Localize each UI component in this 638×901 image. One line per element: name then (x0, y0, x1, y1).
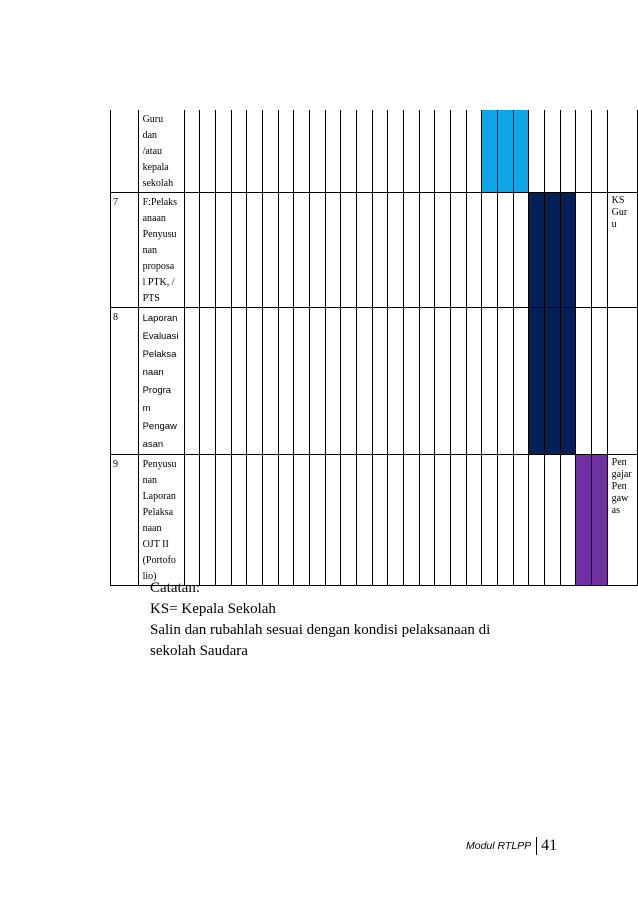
activity-line: Penyusu (142, 459, 177, 470)
keterangan-line: gajar (611, 469, 632, 480)
activity-line: Evaluasi (142, 331, 179, 342)
row-number: 7 (111, 193, 139, 308)
schedule-cell (341, 110, 357, 193)
schedule-cell (215, 193, 231, 308)
schedule-cell (278, 308, 294, 455)
schedule-cell (576, 308, 592, 455)
notes-title: Catatan: (150, 580, 200, 596)
schedule-cell (403, 455, 419, 586)
schedule-cell (450, 193, 466, 308)
activity-line: anaan (142, 213, 166, 224)
schedule-cell (200, 110, 216, 193)
schedule-cell (200, 308, 216, 455)
schedule-cell (231, 110, 247, 193)
notes-instruction: Salin dan rubahlah sesuai dengan kondisi pelaksanaan di sekolah Saudara (150, 622, 491, 659)
page-footer (466, 836, 557, 856)
schedule-cell (419, 308, 435, 455)
schedule-cell (325, 308, 341, 455)
schedule-cell (544, 455, 560, 586)
schedule-cell (215, 110, 231, 193)
schedule-cell (262, 308, 278, 455)
keterangan-cell (607, 193, 637, 308)
module-name: Modul RTLPP (466, 837, 537, 855)
activity-line: (Portofo (142, 555, 176, 566)
schedule-cell (513, 455, 529, 586)
table-row (111, 193, 638, 308)
schedule-cell (231, 308, 247, 455)
schedule-cell (560, 110, 576, 193)
keterangan-line: Pen (611, 481, 627, 492)
schedule-cell (184, 110, 200, 193)
schedule-cell (184, 193, 200, 308)
activity-line: Laporan (142, 491, 176, 502)
schedule-cell (388, 193, 404, 308)
activity-line: Progra (142, 385, 172, 396)
page-number: 41 (541, 837, 558, 854)
schedule-cell (215, 455, 231, 586)
schedule-cell (419, 455, 435, 586)
schedule-cell (529, 110, 545, 193)
schedule-cell (513, 193, 529, 308)
schedule-cell (341, 308, 357, 455)
schedule-cell-filled (482, 110, 498, 193)
schedule-cell (247, 308, 263, 455)
schedule-cell (388, 110, 404, 193)
schedule-cell-filled (544, 193, 560, 308)
keterangan-line: KS (611, 195, 625, 206)
schedule-cell (278, 455, 294, 586)
keterangan-cell (607, 455, 637, 586)
activity-line: nan (142, 475, 158, 486)
schedule-cell (591, 110, 607, 193)
schedule-table (110, 110, 638, 586)
keterangan-line: as (611, 505, 620, 516)
schedule-cell-filled (529, 193, 545, 308)
activity-line: proposa (142, 261, 175, 272)
schedule-cell (403, 308, 419, 455)
activity-line: kepala (142, 162, 169, 173)
schedule-cell (372, 308, 388, 455)
schedule-cell (403, 193, 419, 308)
schedule-cell (294, 193, 310, 308)
activity-line: Pengaw (142, 421, 177, 432)
schedule-cell (309, 110, 325, 193)
schedule-cell (372, 193, 388, 308)
activity-line: naan (142, 523, 162, 534)
schedule-cell (482, 455, 498, 586)
schedule-cell (419, 193, 435, 308)
activity-line: dan (142, 130, 158, 141)
schedule-cell (529, 455, 545, 586)
activity-line: OJT II (142, 539, 169, 550)
schedule-cell (294, 455, 310, 586)
schedule-cell (278, 193, 294, 308)
schedule-cell (231, 193, 247, 308)
schedule-cell-filled (591, 455, 607, 586)
table-row (111, 455, 638, 586)
schedule-cell (497, 455, 513, 586)
notes-section (150, 578, 530, 662)
schedule-cell (247, 455, 263, 586)
schedule-cell (356, 193, 372, 308)
schedule-cell (560, 455, 576, 586)
activity-line: Penyusu (142, 229, 177, 240)
schedule-cell (231, 455, 247, 586)
schedule-cell (341, 193, 357, 308)
schedule-cell (309, 455, 325, 586)
row-number: 9 (111, 455, 139, 586)
keterangan-line: Pen (611, 457, 627, 468)
schedule-cell (450, 455, 466, 586)
schedule-cell-filled (513, 110, 529, 193)
activity-line: Pelaksa (142, 349, 177, 360)
schedule-cell (294, 308, 310, 455)
activity-line: m (142, 403, 151, 414)
activity-line: Laporan (142, 313, 178, 324)
schedule-cell (388, 308, 404, 455)
schedule-cell (482, 308, 498, 455)
keterangan-cell (607, 110, 637, 193)
schedule-cell (184, 455, 200, 586)
schedule-cell (200, 455, 216, 586)
schedule-cell (513, 308, 529, 455)
schedule-cell-filled (576, 455, 592, 586)
schedule-cell (262, 455, 278, 586)
schedule-cell (576, 193, 592, 308)
activity-cell (138, 193, 184, 308)
schedule-cell (356, 455, 372, 586)
schedule-cell (388, 455, 404, 586)
schedule-cell (450, 308, 466, 455)
activity-cell (138, 308, 184, 455)
schedule-cell (591, 308, 607, 455)
schedule-cell (372, 110, 388, 193)
keterangan-cell (607, 308, 637, 455)
schedule-cell (262, 193, 278, 308)
notes-ks-definition: KS= Kepala Sekolah (150, 601, 276, 617)
keterangan-line: gaw (611, 493, 629, 504)
schedule-cell (435, 193, 451, 308)
schedule-cell (435, 308, 451, 455)
schedule-cell-filled (529, 308, 545, 455)
schedule-cell (576, 110, 592, 193)
schedule-cell (482, 193, 498, 308)
schedule-cell (215, 308, 231, 455)
schedule-cell (278, 110, 294, 193)
schedule-cell (544, 110, 560, 193)
activity-line: /atau (142, 146, 163, 157)
schedule-cell-filled (544, 308, 560, 455)
schedule-cell (247, 110, 263, 193)
activity-line: sekolah (142, 178, 174, 189)
activity-line: lio) (142, 571, 157, 582)
schedule-cell (341, 455, 357, 586)
schedule-cell (497, 308, 513, 455)
activity-line: Pelaksa (142, 507, 174, 518)
schedule-cell (294, 110, 310, 193)
schedule-cell-filled (497, 110, 513, 193)
schedule-cell (450, 110, 466, 193)
row-number (111, 110, 139, 193)
schedule-cell (466, 308, 482, 455)
row-number: 8 (111, 308, 139, 455)
activity-cell (138, 455, 184, 586)
schedule-cell (591, 193, 607, 308)
schedule-cell-filled (560, 193, 576, 308)
schedule-cell (247, 193, 263, 308)
activity-line: Guru (142, 114, 164, 125)
schedule-cell (309, 193, 325, 308)
schedule-cell (466, 110, 482, 193)
schedule-cell (356, 110, 372, 193)
activity-line: l PTK, / (142, 277, 175, 288)
keterangan-line: u (611, 219, 617, 230)
schedule-cell (356, 308, 372, 455)
schedule-cell (466, 455, 482, 586)
activity-line: PTS (142, 293, 160, 304)
table-row (111, 308, 638, 455)
schedule-cell (372, 455, 388, 586)
table-row (111, 110, 638, 193)
schedule-cell (184, 308, 200, 455)
schedule-cell (325, 455, 341, 586)
schedule-cell (435, 455, 451, 586)
activity-line: naan (142, 367, 164, 378)
activity-cell (138, 110, 184, 193)
activity-line: F:Pelaks (142, 197, 178, 208)
schedule-cell (466, 193, 482, 308)
schedule-cell (325, 193, 341, 308)
schedule-cell (309, 308, 325, 455)
activity-line: nan (142, 245, 158, 256)
schedule-cell (325, 110, 341, 193)
schedule-cell (419, 110, 435, 193)
schedule-cell (435, 110, 451, 193)
schedule-cell (497, 193, 513, 308)
schedule-cell (262, 110, 278, 193)
schedule-cell (403, 110, 419, 193)
activity-line: asan (142, 439, 164, 450)
keterangan-line: Gur (611, 207, 628, 218)
schedule-cell-filled (560, 308, 576, 455)
schedule-cell (200, 193, 216, 308)
